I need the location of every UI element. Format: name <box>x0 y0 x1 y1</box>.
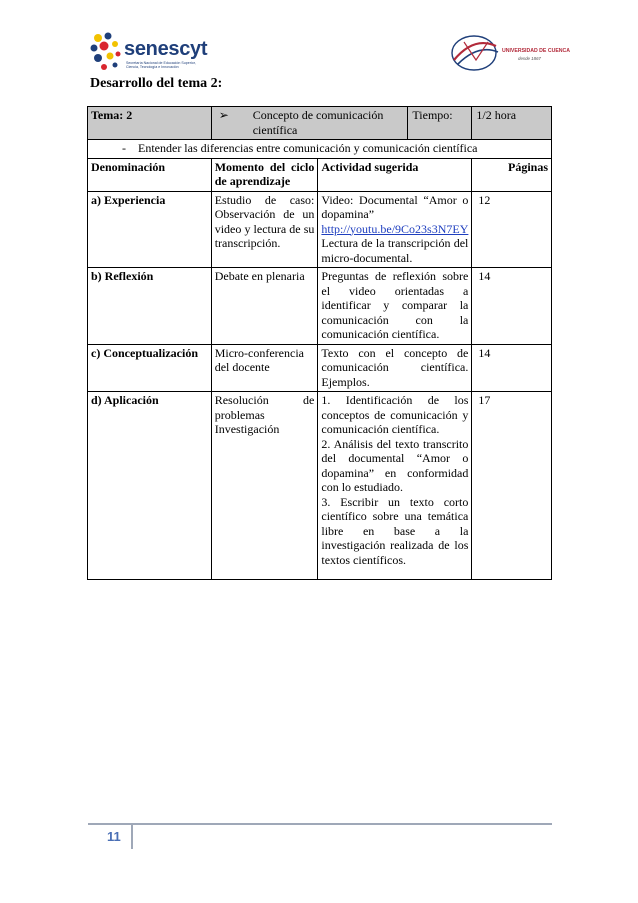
tiempo-value: 1/2 hora <box>472 107 552 140</box>
actividad-paso-1: 1. Identificación de los conceptos de comunicación y comunicación científica. <box>321 393 469 436</box>
senescyt-tagline: Secretaría Nacional de Educación Superior, Ciencia, Tecnología e Innovación <box>126 61 196 70</box>
actividad-lectura: Lectura de la transcripción del micro-documental. <box>321 236 469 265</box>
row-actividad: Preguntas de reflexión sobre el video orientadas a identificar y comparar la comunicación con la comunicación científica. <box>318 268 472 345</box>
row-paginas: 12 <box>472 191 552 268</box>
col-actividad: Actividad sugerida <box>318 158 472 191</box>
row-momento <box>211 392 318 580</box>
column-header-row <box>88 158 552 191</box>
concept-cell <box>211 107 408 140</box>
table-row <box>88 344 552 392</box>
row-actividad: Texto con el concepto de comunicación científica. Ejemplos. <box>318 344 472 392</box>
table-row <box>88 191 552 268</box>
row-momento: Debate en plenaria <box>211 268 318 345</box>
row-actividad <box>318 191 472 268</box>
footer-vertical-divider <box>131 825 133 849</box>
row-momento: Estudio de caso: Observación de un video y lectura de su transcripción. <box>211 191 318 268</box>
section-title: Desarrollo del tema 2: <box>90 76 223 91</box>
col-denominacion: Denominación <box>88 158 212 191</box>
row-denominacion: a) Experiencia <box>88 191 212 268</box>
col-momento: Momento del ciclo de aprendizaje <box>211 158 318 191</box>
actividad-paso-3: 3. Escribir un texto corto científico sobre una temática libre en base a la investigación realizada de los textos científicos. <box>321 494 469 567</box>
row-denominacion: b) Reflexión <box>88 268 212 345</box>
senescyt-dots-icon <box>88 30 128 76</box>
senescyt-logo <box>88 30 248 76</box>
universidad-logo <box>448 30 571 76</box>
lesson-table <box>87 106 552 580</box>
topic-row <box>88 107 552 140</box>
objective-text: - Entender las diferencias entre comunicación y comunicación científica <box>88 140 552 159</box>
row-actividad <box>318 392 472 580</box>
col-paginas: Páginas <box>472 158 552 191</box>
table-row <box>88 268 552 345</box>
tema-label: Tema: 2 <box>88 107 212 140</box>
page-number: 11 <box>107 829 121 844</box>
row-momento: Micro-conferencia del docente <box>211 344 318 392</box>
actividad-paso-2: 2. Análisis del texto transcrito del documental “Amor o dopamina” en conformidad con lo estudiado. <box>321 436 469 494</box>
momento-resolucion: Resolución de problemas <box>214 393 315 422</box>
university-emblem-icon <box>448 30 504 76</box>
actividad-video: Video: Documental “Amor o dopamina” <box>321 192 469 221</box>
footer-divider <box>88 823 552 825</box>
table-row <box>88 392 552 580</box>
row-paginas: 14 <box>472 268 552 345</box>
objective-row <box>88 140 552 159</box>
tiempo-label: Tiempo: <box>408 107 472 140</box>
video-link[interactable]: http://youtu.be/9Co23s3N7EY <box>321 221 469 236</box>
momento-investigacion: Investigación <box>214 422 280 436</box>
row-paginas: 17 <box>472 392 552 580</box>
senescyt-brand: senescyt <box>124 38 208 60</box>
row-denominacion: d) Aplicación <box>88 392 212 580</box>
university-since: desde 1867 <box>518 56 541 61</box>
arrow-bullet-icon: ➢ <box>218 108 229 122</box>
row-denominacion: c) Conceptualización <box>88 344 212 392</box>
concept-text: Concepto de comunicación científica <box>252 108 384 137</box>
university-name: UNIVERSIDAD DE CUENCA <box>502 48 571 54</box>
row-paginas: 14 <box>472 344 552 392</box>
